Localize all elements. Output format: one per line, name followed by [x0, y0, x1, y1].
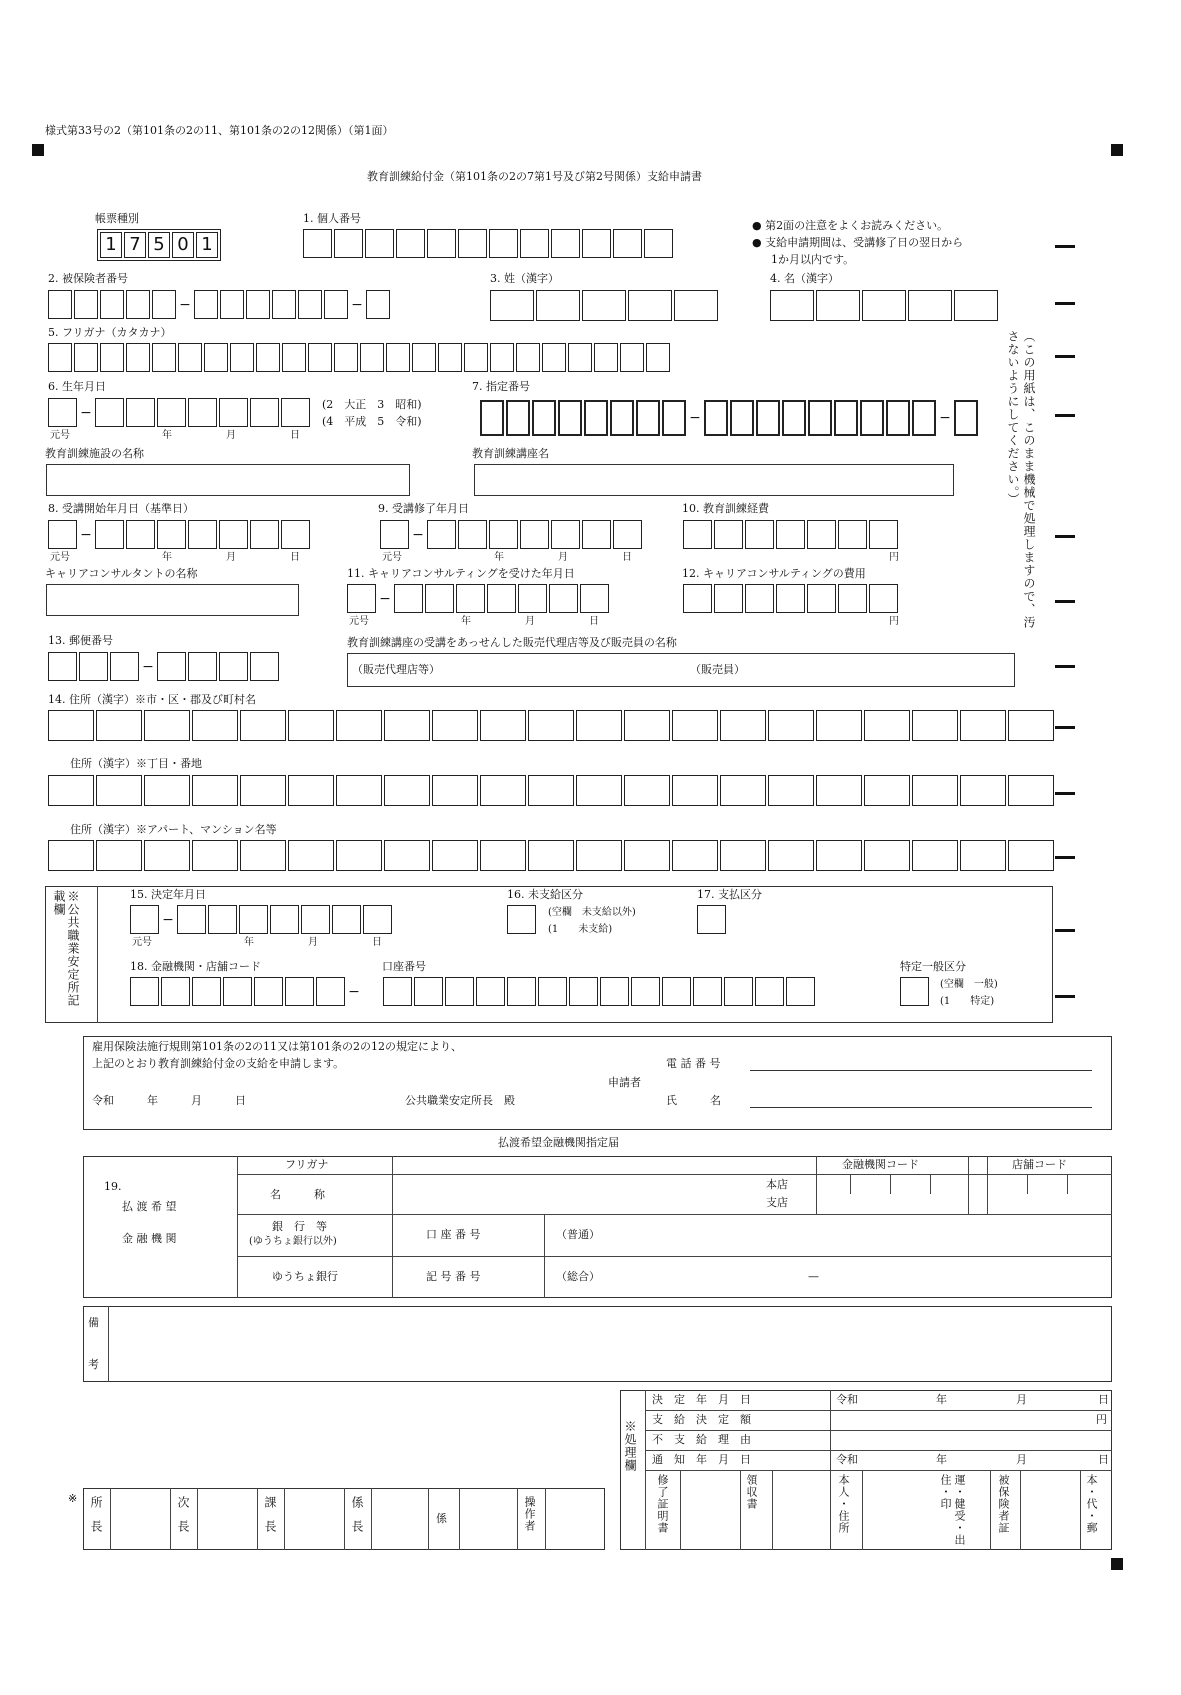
- banks-label: (ゆうちょ銀行以外): [249, 1236, 337, 1247]
- office-section-label: ※公共職業安定所記載欄: [52, 890, 80, 1007]
- option-text: (1 未支給): [548, 924, 613, 935]
- field-label: 17. 支払区分: [697, 888, 762, 901]
- insured-number-input[interactable]: − −: [48, 290, 392, 319]
- timing-tick: [1055, 414, 1075, 417]
- bank-label: 金 融 機 関: [122, 1232, 177, 1245]
- form-type-digit: 0: [172, 232, 194, 258]
- form-number: 様式第33号の2（第101条の2の11、第101条の2の12関係）（第1面）: [45, 124, 394, 137]
- office-addressee: 公共職業安定所長 殿: [405, 1094, 515, 1107]
- date-label: 元号: [349, 616, 369, 627]
- field-label: 口座番号: [382, 960, 426, 973]
- timing-tick: [1055, 665, 1075, 668]
- date-label: 月: [226, 552, 236, 563]
- phone-label: 電 話 番 号: [666, 1057, 721, 1070]
- surname-input[interactable]: [490, 290, 720, 321]
- date-label: 元号: [50, 552, 70, 563]
- checkbox-label: 修了証明書: [656, 1474, 669, 1534]
- checkbox-label: 本・代・郵: [1085, 1474, 1098, 1534]
- date-label: 元号: [50, 430, 70, 441]
- field-label: キャリアコンサルタントの名称: [45, 567, 198, 580]
- note-bullet-1: ● 第2面の注意をよくお読みください。: [752, 219, 949, 232]
- special-category-input[interactable]: [900, 977, 931, 1006]
- date-label: 月: [226, 430, 236, 441]
- address-street-input[interactable]: [48, 775, 1056, 806]
- remarks-label: 備: [88, 1316, 99, 1329]
- approval-label: 課長: [263, 1496, 277, 1544]
- branch-code-label: 店舗コード: [1012, 1158, 1067, 1171]
- field-label: 6. 生年月日: [48, 380, 106, 393]
- facility-name-input[interactable]: [46, 464, 410, 496]
- field-label: 教育訓練講座名: [472, 447, 549, 460]
- field-label: 特定一般区分: [900, 960, 966, 973]
- field-label: 教育訓練講座の受講をあっせんした販売代理店等及び販売員の名称: [347, 636, 677, 649]
- date-label: 日: [622, 552, 632, 563]
- date-label: 元号: [132, 937, 152, 948]
- checkbox-label: 領収書: [745, 1474, 758, 1510]
- applicant-name-input[interactable]: [750, 1095, 1092, 1108]
- field-label: 3. 姓（漢字）: [490, 272, 559, 285]
- timing-tick: [1055, 245, 1075, 248]
- date-label: 日: [290, 552, 300, 563]
- date-label: 月: [308, 937, 318, 948]
- field-label: 5. フリガナ（カタカナ）: [48, 326, 172, 339]
- field-label: 10. 教育訓練経費: [682, 502, 769, 515]
- agency-right-label: （販売員）: [690, 663, 745, 676]
- checkbox-label: 本人・住所: [837, 1474, 850, 1534]
- consulting-cost-input[interactable]: [683, 584, 900, 613]
- start-date-input[interactable]: −: [48, 520, 312, 549]
- furigana-input[interactable]: [48, 343, 672, 372]
- consulting-date-input[interactable]: −: [347, 584, 611, 613]
- furigana-label: フリガナ: [285, 1158, 329, 1171]
- account-label: 口 座 番 号: [426, 1228, 481, 1241]
- era-option: 4 平成 5 令和: [326, 415, 418, 428]
- timing-tick: [1055, 535, 1075, 538]
- personal-number-input[interactable]: [303, 229, 675, 258]
- field-label: 住所（漢字）※アパート、マンション名等: [70, 823, 277, 836]
- date-label: 月: [525, 616, 535, 627]
- declaration-text: 雇用保険法施行規則第101条の2の11又は第101条の2の12の規定により、: [92, 1040, 462, 1053]
- option: 1 未支給: [551, 924, 609, 935]
- form-type-digit: 1: [100, 232, 122, 258]
- field-label: 18. 金融機関・店舗コード: [130, 960, 261, 973]
- field-label: 9. 受講修了年月日: [378, 502, 469, 515]
- declaration-date: 令和 年 月 日: [92, 1094, 246, 1107]
- page-title: 教育訓練給付金（第101条の2の7第1号及び第2号関係）支給申請書: [367, 170, 702, 183]
- field-label: 7. 指定番号: [472, 380, 530, 393]
- form-type-label: 帳票種別: [95, 212, 139, 225]
- ordinary-label: （普通）: [556, 1228, 600, 1241]
- date-label: 日: [589, 616, 599, 627]
- approval-label: 係: [436, 1512, 447, 1525]
- field-label: 13. 郵便番号: [48, 634, 113, 647]
- end-date-input[interactable]: −: [380, 520, 644, 549]
- field-label: 住所（漢字）※丁目・番地: [70, 757, 202, 770]
- form-type-code: [97, 229, 221, 261]
- date-label: 年: [162, 552, 172, 563]
- agency-left-label: （販売代理店等）: [352, 663, 440, 676]
- bank-code-input[interactable]: −: [130, 977, 363, 1006]
- date-label: 元号: [382, 552, 402, 563]
- designated-number-input[interactable]: − −: [480, 400, 980, 436]
- processing-row-label: 支 給 決 定 額: [652, 1413, 751, 1426]
- bank-name-input[interactable]: [394, 1176, 794, 1212]
- field-label: 4. 名（漢字）: [770, 272, 839, 285]
- note-bullet-2: ● 支給申請期間は、受講修了日の翌日から: [752, 236, 964, 249]
- bank-code-label: 金融機関コード: [842, 1158, 919, 1171]
- symbol-label: 記 号 番 号: [426, 1270, 481, 1283]
- field-label: 11. キャリアコンサルティングを受けた年月日: [347, 567, 575, 580]
- branch-office-label: 支店: [766, 1196, 788, 1209]
- agency-name-input[interactable]: [347, 653, 1015, 687]
- training-cost-input[interactable]: [683, 520, 900, 549]
- registration-mark: [1111, 1558, 1123, 1570]
- field-label: 16. 未支給区分: [507, 888, 583, 901]
- timing-tick: [1055, 792, 1075, 795]
- payment-category-input[interactable]: [697, 905, 728, 934]
- timing-tick: [1055, 856, 1075, 859]
- date-label: 年: [244, 937, 254, 948]
- timing-tick: [1055, 355, 1075, 358]
- note-text: 第2面の注意をよくお読みください。: [765, 219, 949, 232]
- era-options: (2 大正 3 昭和): [322, 398, 422, 411]
- field-label: 教育訓練施設の名称: [45, 447, 144, 460]
- unpaid-category-input[interactable]: [507, 905, 538, 934]
- address-building-input[interactable]: [48, 840, 1056, 871]
- date-label: 月: [558, 552, 568, 563]
- date-label: 日: [290, 430, 300, 441]
- option-text: (空欄 一般): [940, 979, 998, 990]
- date-label: 年: [162, 430, 172, 441]
- form-type-digit: 5: [148, 232, 170, 258]
- processing-row-label: 通 知 年 月 日: [652, 1453, 751, 1466]
- processing-row-label: 決 定 年 月 日: [652, 1393, 751, 1406]
- bank-label: 払 渡 希 望: [122, 1200, 177, 1213]
- approval-mark: ※: [68, 1492, 78, 1505]
- given-name-input[interactable]: [770, 290, 1000, 321]
- yen-label: 円: [889, 616, 899, 627]
- declaration-text: 上記のとおり教育訓練給付金の支給を申請します。: [92, 1057, 345, 1070]
- timing-tick: [1055, 995, 1075, 998]
- account-number-input[interactable]: [383, 977, 817, 1006]
- separator-dash: —: [808, 1270, 819, 1283]
- date-label: 年: [494, 552, 504, 563]
- banks-label: 銀 行 等: [272, 1220, 327, 1233]
- postal-code-input[interactable]: −: [48, 652, 281, 681]
- era-options: (4 平成 5 令和): [322, 415, 422, 428]
- era-option: 2 大正 3 昭和: [326, 398, 418, 411]
- option: 空欄 未支給以外: [551, 907, 632, 918]
- yen-label: 円: [1096, 1413, 1107, 1426]
- remarks-label: 考: [88, 1358, 99, 1371]
- processing-row-label: 不 支 給 理 由: [652, 1433, 751, 1446]
- era-label: 令和: [836, 1393, 858, 1406]
- remarks-box[interactable]: [83, 1306, 1112, 1382]
- processing-value: 令和 年 月 日: [836, 1453, 1109, 1466]
- timing-tick: [1055, 600, 1075, 603]
- decision-date-input[interactable]: −: [130, 905, 394, 934]
- checkbox-label: 被保険者証: [997, 1474, 1010, 1534]
- field-label: 8. 受講開始年月日（基準日）: [48, 502, 194, 515]
- date-label: 年: [461, 616, 471, 627]
- option-text: (1 特定): [940, 996, 995, 1007]
- name-label: 氏 名: [666, 1094, 721, 1107]
- consultant-name-input[interactable]: [46, 584, 299, 616]
- course-name-input[interactable]: [474, 464, 954, 496]
- processing-value: 令和 年 月 日: [836, 1393, 1109, 1406]
- date-label: 日: [372, 937, 382, 948]
- note-text: 1か月以内です。: [771, 253, 855, 266]
- form-type-digit: 7: [124, 232, 146, 258]
- checkbox-label: 運・健受・出住・印: [939, 1474, 966, 1546]
- field-label: 12. キャリアコンサルティングの費用: [682, 567, 866, 580]
- applicant-label: 申請者: [608, 1076, 641, 1089]
- general-label: （総合）: [556, 1270, 600, 1283]
- field-label: 2. 被保険者番号: [48, 272, 128, 285]
- birth-date-input[interactable]: −: [48, 398, 312, 427]
- yucho-label: ゆうちょ銀行: [272, 1270, 338, 1283]
- field-label: 14. 住所（漢字）※市・区・郡及び町村名: [48, 693, 256, 706]
- approval-label: 所長: [89, 1496, 103, 1544]
- approval-label: 操作者: [523, 1496, 536, 1532]
- era-label: 令和: [836, 1453, 858, 1466]
- phone-input[interactable]: [750, 1058, 1092, 1071]
- timing-tick: [1055, 302, 1075, 305]
- side-note: （この用紙は、このまま機械で処理しますので、汚さないようにしてください。）: [1006, 330, 1036, 629]
- field-label: 15. 決定年月日: [130, 888, 206, 901]
- option-text: (空欄 未支給以外): [548, 907, 636, 918]
- approval-label: 係長: [350, 1496, 364, 1544]
- timing-tick: [1055, 929, 1075, 932]
- bank-name-label: 名 称: [270, 1188, 325, 1201]
- note-text: 支給申請期間は、受講修了日の翌日から: [765, 236, 964, 249]
- bank-section-title: 払渡希望金融機関指定届: [498, 1136, 619, 1149]
- field-label: 1. 個人番号: [303, 212, 361, 225]
- processing-label: ※処理欄: [623, 1420, 637, 1472]
- form-type-digit: 1: [196, 232, 218, 258]
- option: 1 特定: [943, 996, 991, 1007]
- yen-label: 円: [889, 552, 899, 563]
- timing-tick: [1055, 726, 1075, 729]
- registration-mark: [1111, 144, 1123, 156]
- bank-field-number: 19.: [104, 1180, 122, 1193]
- registration-mark: [32, 144, 44, 156]
- approval-label: 次長: [176, 1496, 190, 1544]
- head-office-label: 本店: [766, 1178, 788, 1191]
- option: 空欄 一般: [943, 979, 994, 990]
- address-city-input[interactable]: [48, 710, 1056, 741]
